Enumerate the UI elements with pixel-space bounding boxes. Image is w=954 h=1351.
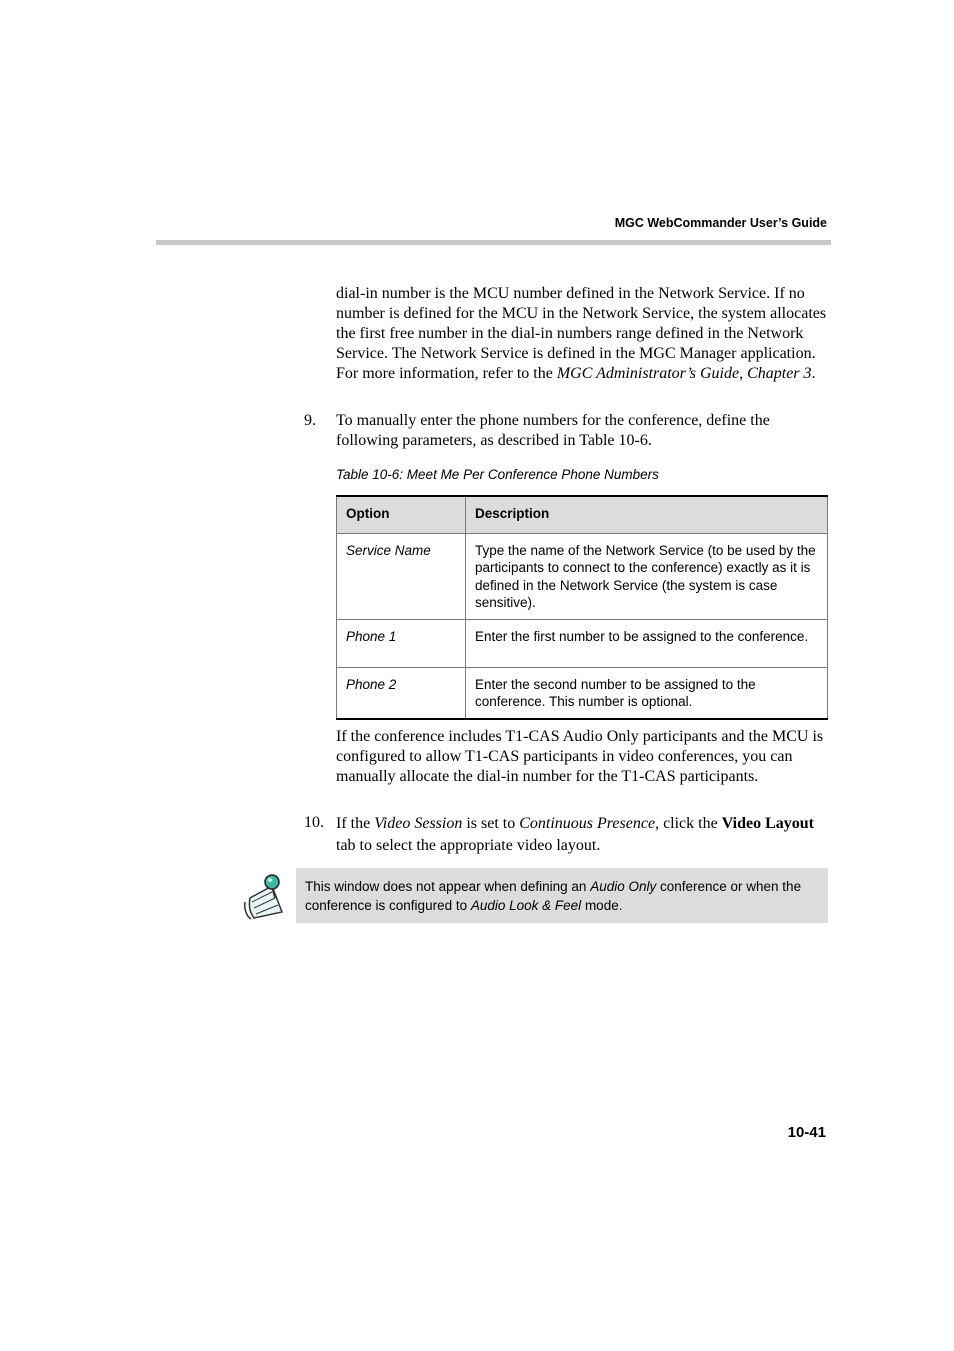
option-cell: Service Name — [337, 533, 466, 619]
table-row — [337, 667, 828, 719]
table-row — [337, 533, 828, 619]
note-text: mode. — [581, 898, 623, 913]
description-cell: Type the name of the Network Service (to be used by the participants to connect to the conference) exactly as it is defined in the Network Service (the system is case sensitive). — [466, 533, 828, 619]
column-header-description: Description — [466, 496, 828, 533]
running-header: MGC WebCommander User’s Guide — [614, 216, 827, 230]
step-10-text — [336, 813, 828, 857]
option-cell: Phone 2 — [337, 667, 466, 719]
table-caption: Table 10-6: Meet Me Per Conference Phone Numbers — [336, 467, 659, 482]
step-10-number: 10. — [304, 814, 324, 831]
column-header-option: Option — [337, 496, 466, 533]
page-number: 10-41 — [787, 1124, 826, 1141]
note-text: This window does not appear when defining an — [305, 879, 591, 894]
audio-look-feel-term: Audio Look & Feel — [470, 898, 582, 913]
description-cell: Enter the second number to be assigned to the conference. This number is optional. — [466, 667, 828, 719]
header-divider — [156, 240, 831, 245]
step-9-number: 9. — [304, 412, 316, 429]
video-session-term: Video Session — [374, 815, 463, 832]
step-10-part: is set to — [462, 815, 520, 832]
note-pin-icon — [242, 872, 290, 922]
step-10-part: If the — [336, 815, 375, 832]
intro-text: dial-in number is the MCU number defined in the Network Service. If no number is defined for the MCU in the Network Service, the system allocates the first free number in the dial-in numbers range defined in the Network Service. The Network Service is defined in the MGC Manager application. For more information, refer to the — [336, 285, 827, 382]
note-box — [296, 868, 828, 923]
audio-only-term: Audio Only — [590, 879, 657, 894]
intro-paragraph — [336, 284, 828, 384]
t1cas-paragraph: If the conference includes T1-CAS Audio Only participants and the MCU is configured to allow T1-CAS participants in video conferences, you can manually allocate the dial-in number for the T1-CAS participants. — [336, 728, 824, 785]
step-10-part: , click the — [655, 815, 722, 832]
description-cell: Enter the first number to be assigned to the conference. — [466, 619, 828, 667]
intro-end: . — [811, 365, 816, 382]
table-header-row — [337, 496, 828, 533]
video-layout-tab-label: Video Layout — [721, 815, 815, 832]
step-9-text: To manually enter the phone numbers for the conference, define the following parameters, as described in Table 10-6. — [336, 412, 770, 449]
parameters-table — [336, 495, 828, 720]
table-row — [337, 619, 828, 667]
intro-reference: MGC Administrator’s Guide, Chapter 3 — [556, 365, 812, 382]
step-10-part: tab to select the appropriate video layout. — [336, 837, 601, 854]
continuous-presence-term: Continuous Presence — [519, 815, 656, 832]
note-text: conference or when the conference is configured to — [305, 879, 802, 913]
option-cell: Phone 1 — [337, 619, 466, 667]
